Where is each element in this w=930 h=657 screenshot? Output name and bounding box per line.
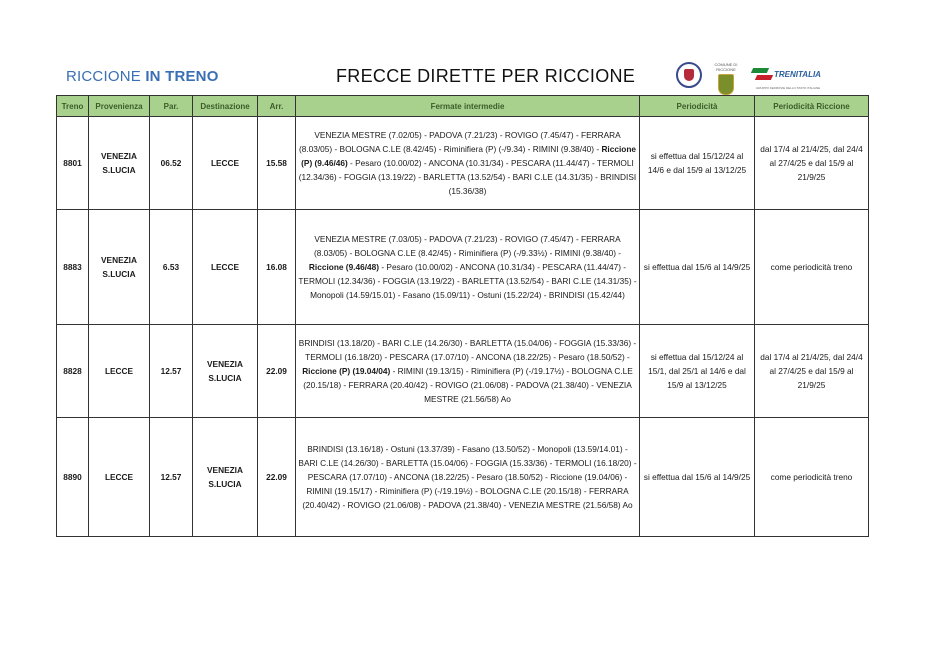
seal-logo-icon (676, 62, 702, 88)
cell-fermate (296, 117, 640, 210)
fermate-riccione: Riccione (P) (19.04/04) (302, 366, 391, 376)
fermate-riccione: Riccione (19.04/06) (550, 472, 623, 482)
cell-treno: 8828 (57, 325, 89, 418)
cell-treno: 8801 (57, 117, 89, 210)
table-row (57, 117, 869, 210)
brand-prefix: RICCIONE (66, 68, 146, 85)
cell-provenienza: LECCE (89, 418, 150, 537)
cell-periodicita: si effettua dal 15/6 al 14/9/25 (640, 418, 755, 537)
cell-fermate (296, 210, 640, 325)
comune-shield-icon (718, 74, 734, 95)
col-header-periodicita-riccione: Periodicità Riccione (755, 96, 869, 117)
cell-treno: 8890 (57, 418, 89, 537)
trenitalia-logo: TRENITALIA (774, 70, 821, 79)
cell-par: 12.57 (150, 418, 193, 537)
col-header-destinazione: Destinazione (193, 96, 258, 117)
page-title: FRECCE DIRETTE PER RICCIONE (336, 66, 636, 86)
cell-fermate (296, 325, 640, 418)
cell-destinazione: LECCE (193, 210, 258, 325)
cell-periodicita: si effettua dal 15/12/24 al 15/1, dal 25/1 al 14/6 e dal 15/9 al 13/12/25 (640, 325, 755, 418)
fermate-after: - Pesaro (10.00/02) - ANCONA (10.31/34) - PESCARA (11.44/47) - TERMOLI (12.34/36) - FOGGIA (13.19/22) - BARLETTA (13.52/54) - BARI C.LE (14.31/35) - BRINDISI (15.36/38) (298, 158, 637, 196)
table-row (57, 325, 869, 418)
cell-periodicita-riccione: come periodicità treno (755, 418, 869, 537)
comune-logo-label: COMUNE DI RICCIONE (714, 62, 738, 72)
fermate-riccione: Riccione (P) (9.46/46) (301, 144, 637, 168)
cell-par: 12.57 (150, 325, 193, 418)
cell-periodicita-riccione: come periodicità treno (755, 210, 869, 325)
fermate-after: - RIMINI (19.15/17) - Riminifiera (P) (-/19.19½) - BOLOGNA C.LE (20.15/18) - FERRARA (20.40/42) - ROVIGO (21.06/08) - PADOVA (21.38/40) - VENEZIA MESTRE (21.56/58) Ao (302, 472, 633, 510)
cell-fermate (296, 418, 640, 537)
trenitalia-logo-sub: GRUPPO FERROVIE DELLO STATO ITALIANE (756, 86, 821, 90)
cell-arr: 22.09 (258, 418, 296, 537)
cell-destinazione: VENEZIA S.LUCIA (193, 418, 258, 537)
cell-arr: 22.09 (258, 325, 296, 418)
cell-arr: 15.58 (258, 117, 296, 210)
fermate-riccione: Riccione (9.46/48) (308, 262, 380, 272)
brand-suffix: IN TRENO (145, 68, 219, 85)
timetable (56, 95, 869, 537)
cell-destinazione: VENEZIA S.LUCIA (193, 325, 258, 418)
cell-periodicita-riccione: dal 17/4 al 21/4/25, dal 24/4 al 27/4/25 e dal 15/9 al 21/9/25 (755, 117, 869, 210)
cell-periodicita: si effettua dal 15/12/24 al 14/6 e dal 15/9 al 13/12/25 (640, 117, 755, 210)
cell-provenienza: VENEZIA S.LUCIA (89, 210, 150, 325)
table-row (57, 418, 869, 537)
cell-arr: 16.08 (258, 210, 296, 325)
cell-provenienza: VENEZIA S.LUCIA (89, 117, 150, 210)
brand-title (66, 68, 219, 85)
fermate-before: VENEZIA MESTRE (7.02/05) - PADOVA (7.21/23) - ROVIGO (7.45/47) - FERRARA (8.03/05) - BOLOGNA C.LE (8.42/45) - Riminifiera (P) (-/9.34) - RIMINI (9.38/40) - (298, 130, 621, 154)
fermate-after: - Pesaro (10.00/02) - ANCONA (10.31/34) - PESCARA (11.44/47) - TERMOLI (12.34/36) - FOGGIA (13.19/22) - BARLETTA (13.52/54) - BARI C.LE (14.31/35) - Monopoli (14.59/15.01) - Fasano (15.09/11) - Ostuni (15.22/24) - BRINDISI (15.42/44) (298, 262, 637, 300)
cell-periodicita: si effettua dal 15/6 al 14/9/25 (640, 210, 755, 325)
col-header-par: Par. (150, 96, 193, 117)
col-header-arr: Arr. (258, 96, 296, 117)
col-header-periodicita: Periodicità (640, 96, 755, 117)
fermate-after: - RIMINI (19.13/15) - Riminifiera (P) (-/19.17½) - BOLOGNA C.LE (20.15/18) - FERRARA (20.40/42) - ROVIGO (21.06/08) - PADOVA (21.38/40) - VENEZIA MESTRE (21.56/58) Ao (303, 366, 633, 404)
cell-provenienza: LECCE (89, 325, 150, 418)
table-header-row (57, 96, 869, 117)
cell-par: 06.52 (150, 117, 193, 210)
table-row (57, 210, 869, 325)
col-header-fermate: Fermate intermedie (296, 96, 640, 117)
fermate-before: BRINDISI (13.16/18) - Ostuni (13.37/39) - Fasano (13.50/52) - Monopoli (13.59/14.01) - BARI C.LE (14.26/30) - BARLETTA (15.04/06) - FOGGIA (15.33/36) - TERMOLI (16.18/20) - PESCARA (17.07/10) - ANCONA (18.22/25) - Pesaro (18.50/52) - (298, 444, 637, 482)
cell-par: 6.53 (150, 210, 193, 325)
fermate-before: VENEZIA MESTRE (7.03/05) - PADOVA (7.21/23) - ROVIGO (7.45/47) - FERRARA (8.03/05) - BOLOGNA C.LE (8.42/45) - Riminifiera (P) (-/9.33½) - RIMINI (9.38/40) - (313, 234, 622, 258)
cell-destinazione: LECCE (193, 117, 258, 210)
fs-logo-icon (752, 68, 774, 84)
cell-periodicita-riccione: dal 17/4 al 21/4/25, dal 24/4 al 27/4/25 e dal 15/9 al 21/9/25 (755, 325, 869, 418)
col-header-provenienza: Provenienza (89, 96, 150, 117)
col-header-treno: Treno (57, 96, 89, 117)
fermate-before: BRINDISI (13.18/20) - BARI C.LE (14.26/30) - BARLETTA (15.04/06) - FOGGIA (15.33/36) - TERMOLI (16.18/20) - PESCARA (17.07/10) - ANCONA (18.22/25) - Pesaro (18.50/52) - (298, 338, 637, 362)
cell-treno: 8883 (57, 210, 89, 325)
